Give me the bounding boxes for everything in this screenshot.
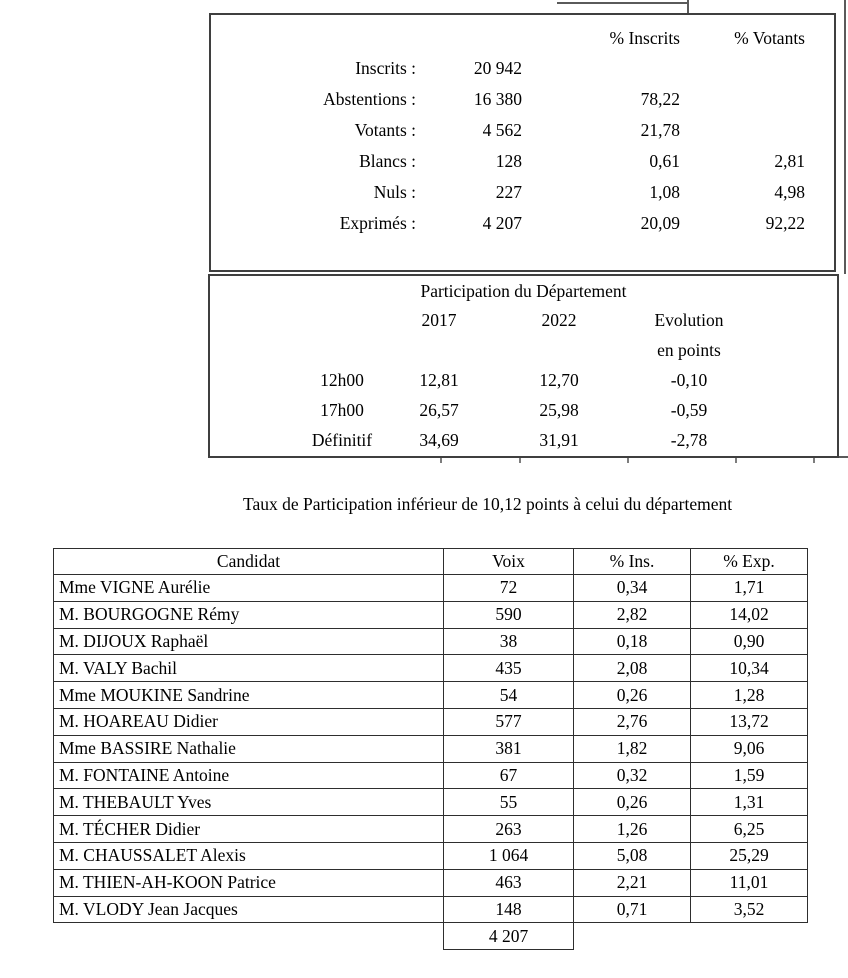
candidate-pct-ins: 1,82 <box>574 735 691 762</box>
candidate-pct-exp: 1,71 <box>691 575 808 602</box>
candidate-pct-exp: 25,29 <box>691 842 808 869</box>
candidates-table <box>53 548 808 950</box>
candidate-pct-exp: 11,01 <box>691 869 808 896</box>
row-value: 227 <box>495 182 522 202</box>
candidate-voix: 1 064 <box>444 842 574 869</box>
candidates-header-row <box>54 549 808 575</box>
row-label: Votants : <box>354 120 416 140</box>
candidate-name: M. BOURGOGNE Rémy <box>54 601 444 628</box>
header-pct-inscrits: % Inscrits <box>609 27 680 48</box>
candidate-voix: 148 <box>444 896 574 923</box>
summary-row-abstentions <box>211 84 834 115</box>
candidate-pct-exp: 6,25 <box>691 816 808 843</box>
participation-2022-value: 31,91 <box>539 430 579 450</box>
candidate-row <box>54 816 808 843</box>
participation-2017-value: 12,81 <box>419 370 459 390</box>
candidate-name: M. THEBAULT Yves <box>54 789 444 816</box>
candidates-total-row <box>54 923 808 949</box>
candidate-voix: 263 <box>444 816 574 843</box>
header-pct-ins: % Ins. <box>574 549 691 575</box>
row-label: Blancs : <box>359 151 416 171</box>
row-label: Abstentions : <box>323 89 416 109</box>
participation-evolution-value: -0,10 <box>670 370 708 390</box>
row-pct-votants: 4,98 <box>774 182 805 202</box>
row-value: 16 380 <box>473 89 522 109</box>
participation-2022-value: 12,70 <box>539 370 579 390</box>
summary-row-exprimes <box>211 208 834 239</box>
row-pct-votants: 2,81 <box>774 151 805 171</box>
participation-note: Taux de Participation inférieur de 10,12 points à celui du département <box>243 494 733 514</box>
candidate-pct-exp: 9,06 <box>691 735 808 762</box>
summary-row-votants <box>211 115 834 146</box>
candidate-pct-exp: 1,31 <box>691 789 808 816</box>
candidate-row <box>54 842 808 869</box>
candidate-name: Mme VIGNE Aurélie <box>54 575 444 602</box>
candidate-name: M. DIJOUX Raphaël <box>54 628 444 655</box>
candidate-voix: 463 <box>444 869 574 896</box>
candidate-row <box>54 628 808 655</box>
candidate-name: Mme MOUKINE Sandrine <box>54 682 444 709</box>
participation-table <box>208 274 839 458</box>
row-value: 4 207 <box>482 213 522 233</box>
row-pct-inscrits: 1,08 <box>649 182 680 202</box>
candidate-pct-ins: 0,18 <box>574 628 691 655</box>
candidate-name: Mme BASSIRE Nathalie <box>54 735 444 762</box>
candidate-voix: 38 <box>444 628 574 655</box>
candidate-pct-exp: 14,02 <box>691 601 808 628</box>
candidate-pct-exp: 3,52 <box>691 896 808 923</box>
row-pct-votants: 92,22 <box>765 213 805 233</box>
candidate-pct-exp: 10,34 <box>691 655 808 682</box>
participation-title: Participation du Département <box>420 281 627 301</box>
header-pct-exp: % Exp. <box>691 549 808 575</box>
row-value: 128 <box>495 151 522 171</box>
candidate-row <box>54 682 808 709</box>
summary-row-inscrits <box>211 53 834 84</box>
candidate-pct-exp: 1,28 <box>691 682 808 709</box>
participation-evolution-value: -2,78 <box>670 430 708 450</box>
header-candidat: Candidat <box>54 549 444 575</box>
candidate-voix: 54 <box>444 682 574 709</box>
candidate-pct-ins: 2,21 <box>574 869 691 896</box>
candidate-row <box>54 575 808 602</box>
candidate-name: M. VALY Bachil <box>54 655 444 682</box>
participation-row-label: 17h00 <box>320 400 364 420</box>
summary-row-nuls <box>211 177 834 208</box>
candidate-pct-ins: 5,08 <box>574 842 691 869</box>
total-voix: 4 207 <box>444 923 574 949</box>
scan-artifact-right-line <box>844 0 846 274</box>
scan-artifact-top-tick <box>687 0 689 13</box>
row-pct-inscrits: 0,61 <box>649 151 680 171</box>
candidate-pct-ins: 1,26 <box>574 816 691 843</box>
participation-2017-value: 26,57 <box>419 400 459 420</box>
candidate-row <box>54 735 808 762</box>
candidate-pct-ins: 0,26 <box>574 789 691 816</box>
summary-row-blancs <box>211 146 834 177</box>
row-label: Exprimés : <box>339 213 416 233</box>
row-label: Nuls : <box>373 182 416 202</box>
participation-2017-value: 34,69 <box>419 430 459 450</box>
candidate-row <box>54 601 808 628</box>
candidate-pct-ins: 2,76 <box>574 708 691 735</box>
candidate-row <box>54 896 808 923</box>
candidate-pct-exp: 13,72 <box>691 708 808 735</box>
candidate-voix: 435 <box>444 655 574 682</box>
candidate-pct-ins: 2,08 <box>574 655 691 682</box>
candidate-voix: 55 <box>444 789 574 816</box>
scan-artifact-top-line <box>557 2 688 4</box>
row-pct-inscrits: 21,78 <box>640 120 680 140</box>
candidate-row <box>54 708 808 735</box>
participation-header-en-points: en points <box>657 340 721 360</box>
participation-header-2017: 2017 <box>421 310 457 330</box>
candidate-pct-ins: 0,26 <box>574 682 691 709</box>
participation-2022-value: 25,98 <box>539 400 579 420</box>
candidate-voix: 72 <box>444 575 574 602</box>
candidate-name: M. HOAREAU Didier <box>54 708 444 735</box>
candidate-voix: 577 <box>444 708 574 735</box>
participation-row-label: 12h00 <box>320 370 364 390</box>
candidate-voix: 381 <box>444 735 574 762</box>
row-pct-votants <box>680 53 805 84</box>
candidate-row <box>54 869 808 896</box>
candidate-voix: 590 <box>444 601 574 628</box>
row-pct-inscrits <box>522 53 680 84</box>
row-label: Inscrits : <box>355 58 416 78</box>
candidate-pct-ins: 0,32 <box>574 762 691 789</box>
header-voix: Voix <box>444 549 574 575</box>
candidate-row <box>54 655 808 682</box>
participation-evolution-value: -0,59 <box>670 400 708 420</box>
results-summary-table <box>209 13 836 272</box>
row-value: 4 562 <box>482 120 522 140</box>
header-pct-votants: % Votants <box>734 27 805 48</box>
candidate-pct-ins: 0,71 <box>574 896 691 923</box>
participation-header-2022: 2022 <box>541 310 577 330</box>
row-pct-inscrits: 20,09 <box>640 213 680 233</box>
candidate-name: M. CHAUSSALET Alexis <box>54 842 444 869</box>
candidate-pct-ins: 2,82 <box>574 601 691 628</box>
candidate-pct-exp: 1,59 <box>691 762 808 789</box>
participation-row-label: Définitif <box>311 430 373 450</box>
row-value: 20 942 <box>473 58 522 78</box>
row-pct-votants <box>680 84 805 115</box>
summary-header-row <box>211 23 834 53</box>
scan-artifact-bottom-ext <box>839 456 848 458</box>
candidate-name: M. THIEN-AH-KOON Patrice <box>54 869 444 896</box>
candidate-pct-ins: 0,34 <box>574 575 691 602</box>
candidate-name: M. TÉCHER Didier <box>54 816 444 843</box>
candidate-voix: 67 <box>444 762 574 789</box>
candidate-row <box>54 762 808 789</box>
candidate-pct-exp: 0,90 <box>691 628 808 655</box>
row-pct-inscrits: 78,22 <box>640 89 680 109</box>
candidate-row <box>54 789 808 816</box>
candidate-name: M. VLODY Jean Jacques <box>54 896 444 923</box>
participation-header-evolution: Evolution <box>654 310 724 330</box>
candidate-name: M. FONTAINE Antoine <box>54 762 444 789</box>
row-pct-votants <box>680 115 805 146</box>
